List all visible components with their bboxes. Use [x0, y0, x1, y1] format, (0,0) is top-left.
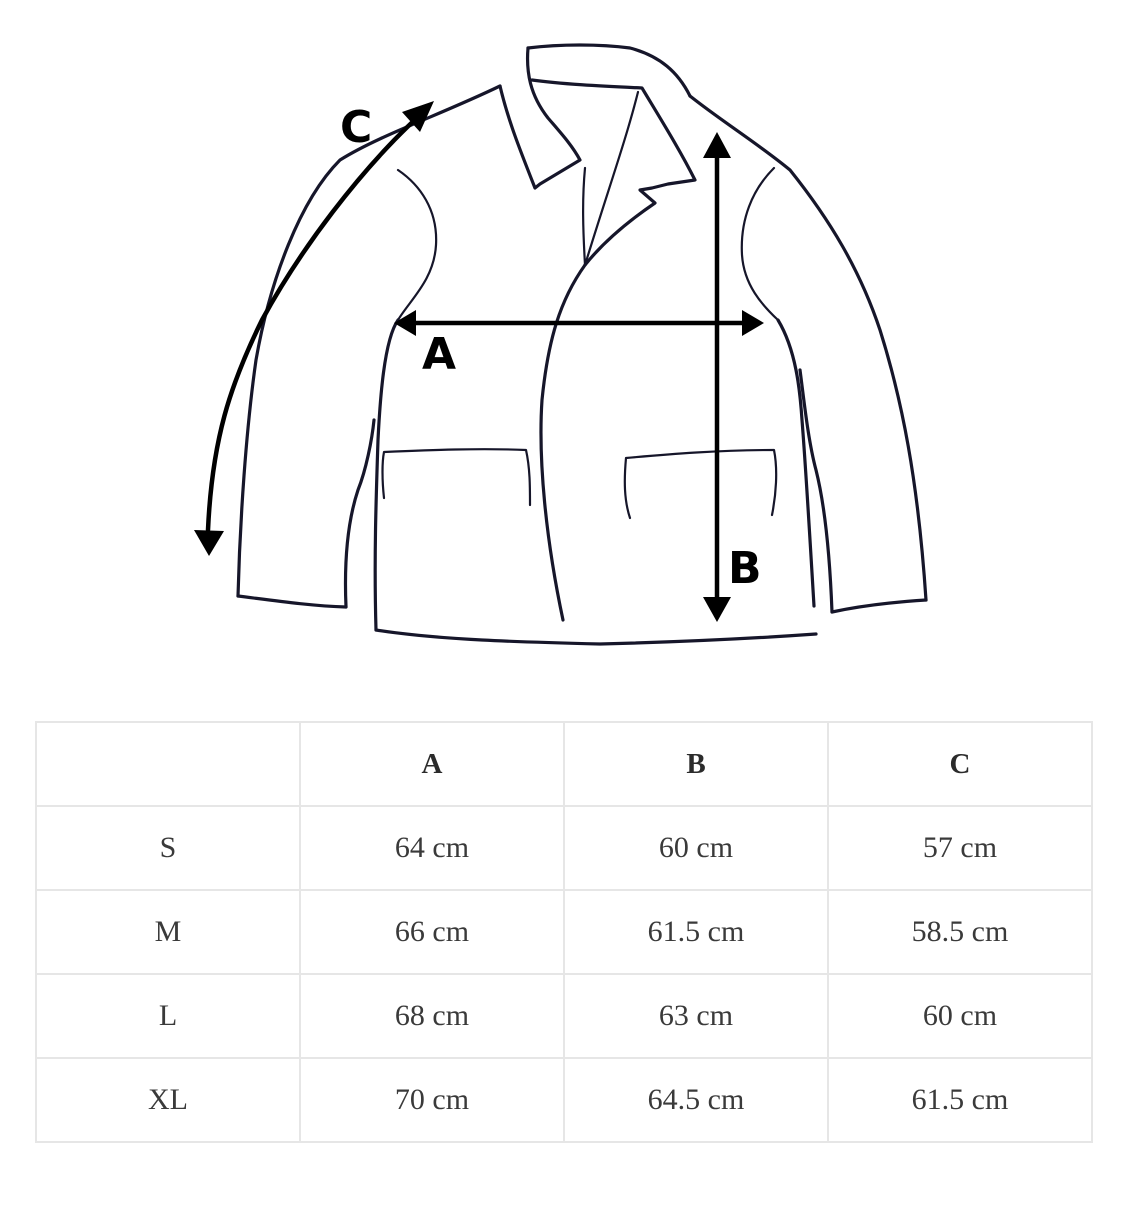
measurement-b-label: B	[728, 543, 762, 594]
hem-outline	[376, 630, 816, 644]
b-cell: 61.5 cm	[564, 890, 828, 974]
right-sleeve-inner-outline	[800, 370, 832, 612]
left-pocket-outline	[383, 449, 531, 505]
left-sleeve-inner-outline	[346, 420, 375, 607]
size-cell: L	[36, 974, 300, 1058]
table-row	[36, 890, 1092, 974]
measurement-a-left-arrowhead	[394, 310, 416, 336]
c-cell: 57 cm	[828, 806, 1092, 890]
size-cell: XL	[36, 1058, 300, 1142]
a-cell: 68 cm	[300, 974, 564, 1058]
measurement-b-top-arrowhead	[703, 132, 731, 158]
a-cell: 66 cm	[300, 890, 564, 974]
header-b-column: B	[564, 722, 828, 806]
measurement-a	[394, 310, 764, 380]
measurement-c-bottom-arrowhead	[194, 530, 224, 556]
measurement-b	[703, 132, 762, 622]
collar-back-outline	[528, 45, 690, 96]
size-cell: M	[36, 890, 300, 974]
left-armhole-outline	[398, 170, 436, 320]
header-a-column: A	[300, 722, 564, 806]
table-row	[36, 1058, 1092, 1142]
left-cuff-outline	[238, 596, 346, 607]
table-row	[36, 806, 1092, 890]
left-body-side-outline	[375, 320, 398, 630]
a-cell: 70 cm	[300, 1058, 564, 1142]
measurement-c-curve	[208, 115, 420, 530]
measurement-c-label: C	[340, 102, 373, 153]
header-size-column	[36, 722, 300, 806]
header-c-column: C	[828, 722, 1092, 806]
left-sleeve-outer-outline	[238, 86, 500, 596]
a-cell: 64 cm	[300, 806, 564, 890]
measurement-a-label: A	[422, 329, 457, 380]
table-header-row	[36, 722, 1092, 806]
table-row	[36, 974, 1092, 1058]
right-pocket-outline	[625, 450, 776, 518]
b-cell: 60 cm	[564, 806, 828, 890]
measurement-a-right-arrowhead	[742, 310, 764, 336]
right-armhole-outline	[742, 168, 778, 320]
size-table	[35, 721, 1093, 1143]
left-lapel-outline	[500, 48, 580, 188]
c-cell: 58.5 cm	[828, 890, 1092, 974]
right-cuff-outline	[832, 600, 926, 612]
size-cell: S	[36, 806, 300, 890]
right-body-side-outline	[778, 320, 814, 606]
b-cell: 63 cm	[564, 974, 828, 1058]
b-cell: 64.5 cm	[564, 1058, 828, 1142]
c-cell: 60 cm	[828, 974, 1092, 1058]
front-opening-outline	[541, 265, 585, 620]
measurement-b-bottom-arrowhead	[703, 597, 731, 622]
c-cell: 61.5 cm	[828, 1058, 1092, 1142]
